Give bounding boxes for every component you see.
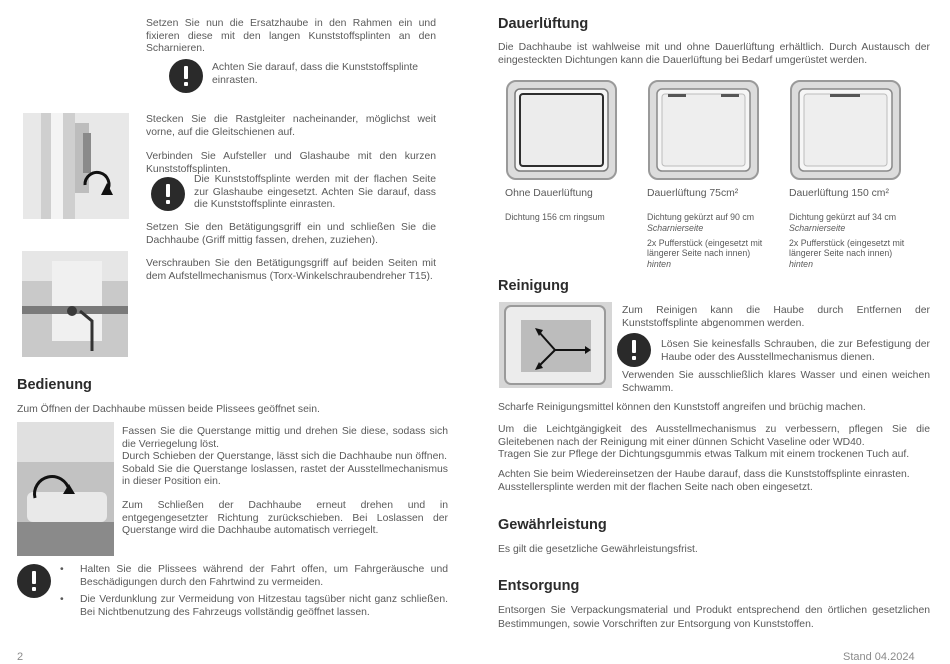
mounting-photo-2 [22, 251, 128, 357]
warning-icon [617, 333, 651, 367]
reinigung-text-4a: Um die Leichtgängigkeit des Ausstellmechanismus zu verbessern, pflegen Sie die Gleitebenen nach der Reinigung mit einer dünnen Schicht Vaseline oder WD40. [498, 424, 930, 448]
step-text-5: Verschrauben Sie den Betätigungsgriff auf beiden Seiten mit dem Aufstellmechanismus (Torx-Winkelschraubendreher T15). [146, 258, 436, 282]
detail-line-italic: hinten [789, 259, 813, 270]
step-text-4: Setzen Sie den Betätigungsgriff ein und schließen Sie die Dachhaube (Griff mittig fassen, drehen, zuziehen). [146, 222, 436, 246]
reinigung-text-5b: Ausstellersplinte werden mit der flachen Seite nach oben eingesetzt. [498, 481, 813, 493]
bedienung-text-1c: Sobald Sie die Querstange loslassen, rastet der Ausstellmechanismus in dieser Position ein. [122, 463, 448, 488]
warning-icon [151, 177, 185, 211]
warning-icon [169, 59, 203, 93]
mounting-illustration [23, 113, 129, 219]
reinigung-warning: Lösen Sie keinesfalls Schrauben, die zur Befestigung der Haube oder des Ausstellmechanismus dienen. [661, 339, 930, 363]
step-text-2: Stecken Sie die Rastgleiter nacheinander, möglichst weit vorne, auf die Gleitschienen auf. [146, 114, 436, 138]
bedienung-bullet-list [58, 564, 448, 624]
hatch-illustration [506, 80, 617, 180]
hatch-illustration [648, 80, 759, 180]
operation-illustration [17, 422, 114, 556]
reinigung-text-4 [498, 424, 930, 462]
detail-line-italic: Scharnierseite [789, 222, 846, 233]
heading-entsorgung: Entsorgung [498, 578, 580, 594]
hatch-illustration [790, 80, 901, 180]
caption-150: Dauerlüftung 150 cm² [789, 188, 889, 199]
detail-line-italic: Scharnierseite [647, 222, 704, 233]
edition-date: Stand 04.2024 [843, 651, 915, 663]
heading-reinigung: Reinigung [498, 278, 569, 294]
detail-line-italic: hinten [647, 259, 671, 270]
heading-dauerlueftung: Dauerlüftung [498, 16, 589, 32]
reinigung-text-3: Scharfe Reinigungsmittel können den Kunststoff angreifen und brüchig machen. [498, 402, 866, 413]
warning-icon [17, 564, 51, 598]
operation-photo [17, 422, 114, 556]
entsorgung-text: Entsorgen Sie Verpackungsmaterial und Produkt entsprechend den örtlichen gesetzlichen Bestimmungen, sowie Vorschriften zur Entsorgung von Kunststoffen. [498, 605, 930, 630]
hatch-image-150 [790, 80, 901, 180]
detail-line: Dichtung gekürzt auf 90 cm [647, 212, 755, 222]
hatch-image-no-ventilation [506, 80, 617, 180]
warning-text-2: Die Kunststoffsplinte werden mit der flachen Seite zur Glashaube eingesetzt. Achten Sie darauf, dass die Kunststoffsplinte einrasten. [194, 174, 436, 211]
bullet-item: • Die Verdunklung zur Vermeidung von Hitzestau tagsüber nicht ganz schließen. Bei Nichtbenutzung des Fahrzeugs vollständig geöffnet lassen. [58, 594, 448, 619]
bedienung-text-1 [122, 426, 448, 489]
heading-gewaehrleistung: Gewährleistung [498, 517, 607, 533]
caption-75: Dauerlüftung 75cm² [647, 188, 739, 199]
page-number: 2 [17, 651, 24, 663]
reinigung-text-1: Zum Reinigen kann die Haube durch Entfernen der Kunststoffsplinte abgenommen werden. [622, 305, 930, 329]
gewaehrleistung-text: Es gilt die gesetzliche Gewährleistungsfrist. [498, 544, 698, 555]
reinigung-text-5 [498, 469, 930, 494]
reinigung-text-5a: Achten Sie beim Wiedereinsetzen der Haube darauf, dass die Kunststoffsplinte einrasten. [498, 469, 910, 480]
step-text-3: Verbinden Sie Aufsteller und Glashaube mit den kurzen Kunststoffsplinten. [146, 151, 436, 175]
reinigung-text-4b: Tragen Sie zur Pflege der Dichtungsgummis etwas Talkum mit einem trockenen Tuch auf. [498, 449, 910, 461]
detail-line: Dichtung gekürzt auf 34 cm [789, 212, 897, 222]
detail-line: 2x Pufferstück (eingesetzt mit längerer Seite nach innen) [789, 237, 905, 259]
step-text-1: Setzen Sie nun die Ersatzhaube in den Rahmen ein und fixieren diese mit den langen Kunststoffsplinten an den Scharnieren. [146, 18, 436, 55]
warning-text-1: Achten Sie darauf, dass die Kunststoffsplinte einrasten. [212, 62, 419, 86]
reinigung-text-2: Verwenden Sie ausschließlich klares Wasser und einen weichen Schwamm. [622, 370, 930, 394]
detail-150 [789, 212, 919, 270]
caption-no-ventilation: Ohne Dauerlüftung [505, 188, 593, 199]
bullet-item: • Halten Sie die Plissees während der Fahrt offen, um Fahrgeräusche und Beschädigungen durch den Fahrtwind zu vermeiden. [58, 564, 448, 589]
dauerlueftung-intro: Die Dachhaube ist wahlweise mit und ohne Dauerlüftung erhältlich. Durch Austausch der eingesteckten Dichtungen kann die Dauerlüftung bei Bedarf umgerüstet werden. [498, 42, 930, 66]
cleaning-illustration [499, 302, 612, 388]
heading-bedienung: Bedienung [17, 377, 92, 393]
bedienung-text-2: Zum Schließen der Dachhaube erneut drehen und in entgegengesetzter Richtung zurückschieben. Bei Loslassen der Querstange wird die Dachhaube automatisch verriegelt. [122, 500, 448, 537]
detail-75 [647, 212, 777, 270]
cleaning-photo [499, 302, 612, 388]
bedienung-text-1b: Durch Schieben der Querstange, lässt sich die Dachhaube nun öffnen. [122, 451, 448, 463]
bedienung-text-1a: Fassen Sie die Querstange mittig und drehen Sie diese, sodass sich die Verriegelung löst. [122, 426, 448, 450]
bedienung-intro: Zum Öffnen der Dachhaube müssen beide Plissees geöffnet sein. [17, 404, 320, 415]
handle-illustration [22, 251, 128, 357]
mounting-photo-1 [23, 113, 129, 219]
hatch-image-75 [648, 80, 759, 180]
detail-no-ventilation: Dichtung 156 cm ringsum [505, 212, 605, 222]
detail-line: 2x Pufferstück (eingesetzt mit längerer Seite nach innen) [647, 237, 763, 259]
